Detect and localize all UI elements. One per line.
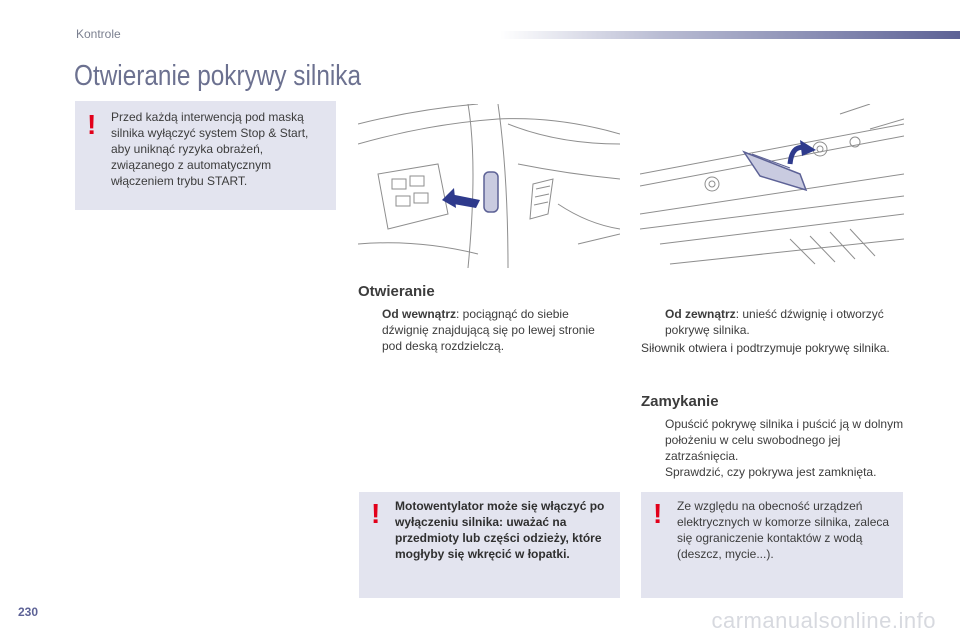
closing-step-1-text: Opuścić pokrywę silnika i puścić ją w dolnym położeniu w celu swobodnego jej zatrzaśnięcia. [665,417,904,463]
closing-step-1 [641,416,909,464]
actuator-text: Siłownik otwiera i podtrzymuje pokrywę silnika. [641,341,890,355]
opening-inside-block [358,306,618,354]
header-gradient-bar [500,31,960,39]
warning-water-text: Ze względu na obecność urządzeń elektrycznych w komorze silnika, zaleca się ograniczenie kontaktów z wodą (deszcz, mycie...). [677,499,890,561]
warning-exclamation-icon: ! [371,498,381,529]
opening-heading: Otwieranie [358,283,435,300]
opening-outside-block [641,306,911,356]
inside-label: Od wewnątrz [382,307,457,321]
warning-box-water [641,492,903,598]
exterior-lever-illustration [640,104,904,268]
inside-text: : pociągnąć do siebie dźwignię znajdującą się po lewej stronie pod deską rozdzielczą. [382,307,595,353]
interior-lever-illustration [358,104,620,268]
closing-heading: Zamykanie [641,393,719,410]
watermark: carmanualsonline.info [711,608,936,633]
warning-box-fan [359,492,620,598]
warning-exclamation-icon: ! [653,498,663,529]
section-label: Kontrole [76,27,121,41]
warning-text: Przed każdą interwencją pod maską silnika wyłączyć system Stop & Start, aby uniknąć ryzyka obrażeń, związanego z automatycznym włączeniem trybu START. [111,110,309,188]
page-title: Otwieranie pokrywy silnika [74,60,362,92]
outside-text: : unieść dźwignię i otworzyć pokrywę silnika. [665,307,884,337]
warning-exclamation-icon: ! [87,109,97,140]
opening-inside-bullet [358,306,618,354]
warning-fan-text: Motowentylator może się włączyć po wyłączeniu silnika: uważać na przedmioty lub części odzieży, które mogłyby się wkręcić w łopatki. [395,499,605,561]
closing-step-2 [641,464,909,480]
closing-step-2-text: Sprawdzić, czy pokrywa jest zamknięta. [665,465,877,479]
page-number: 230 [18,605,39,619]
outside-label: Od zewnątrz [665,307,736,321]
warning-box-stop-start [75,101,336,210]
opening-outside-bullet [641,306,911,338]
closing-block [641,416,909,480]
